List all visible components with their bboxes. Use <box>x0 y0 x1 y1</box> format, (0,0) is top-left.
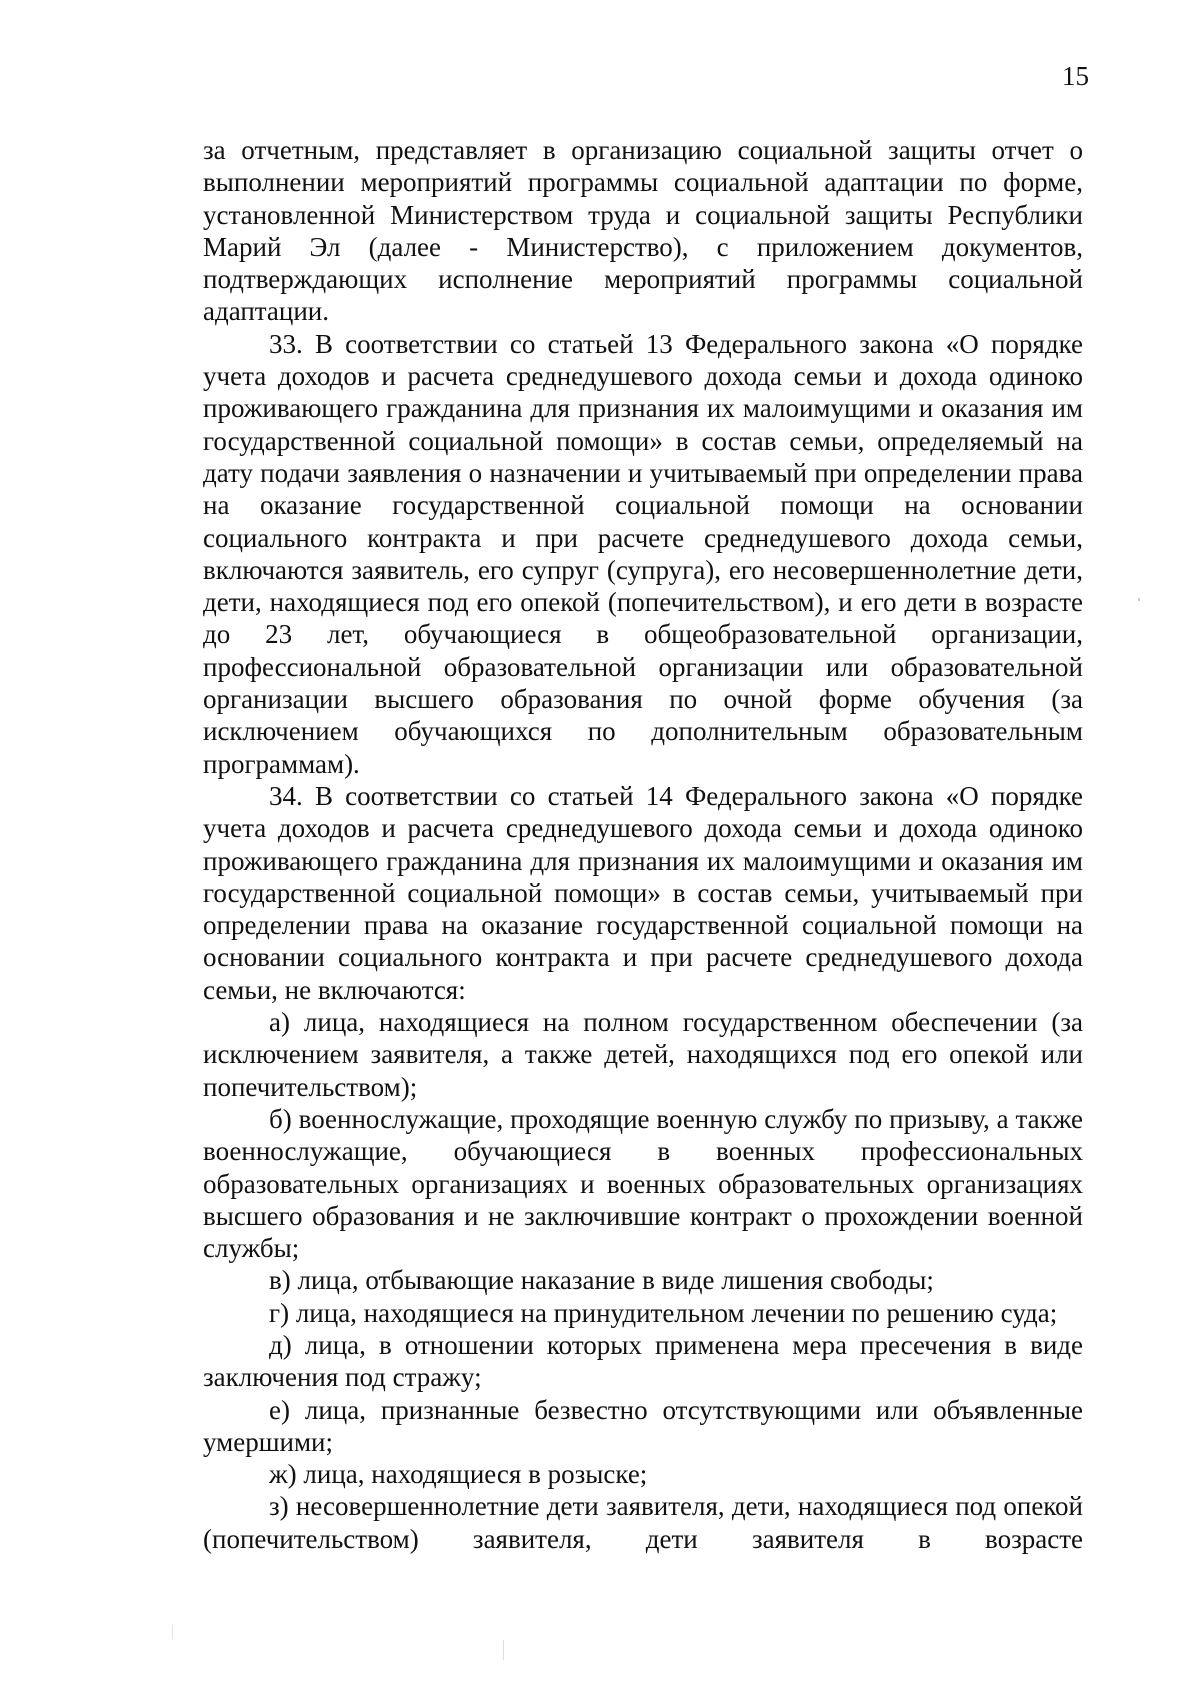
scan-artifact-line <box>172 1625 173 1639</box>
list-item-b: б) военнослужащие, проходящие военную службу по призыву, а также военнослужащие, обучающиеся в военных профессиональных образовательных организациях и военных образовательных организациях высшего образования и не заключившие контракт о прохождении военной службы; <box>203 1103 1083 1264</box>
document-body <box>203 134 1083 1555</box>
list-item-e: е) лица, признанные безвестно отсутствующими или объявленные умершими; <box>203 1394 1083 1457</box>
scan-artifact-dot <box>1138 598 1140 601</box>
paragraph-33: 33. В соответствии со статьей 13 Федерального закона «О порядке учета доходов и расчета среднедушевого дохода семьи и дохода одиноко проживающего гражданина для признания их малоимущими и оказания им государственной социальной помощи» в состав семьи, определяемый на дату подачи заявления о назначении и учитываемый при определении права на оказание государственной социальной помощи на основании социального контракта и при расчете среднедушевого дохода семьи, включаются заявитель, его супруг (супруга), его несовершеннолетние дети, дети, находящиеся под его опекой (попечительством), и его дети в возрасте до 23 лет, обучающиеся в общеобразовательной организации, профессиональной образовательной организации или образовательной организации высшего образования по очной форме обучения (за исключением обучающихся по дополнительным образовательным программам). <box>203 328 1083 779</box>
paragraph-continuation: за отчетным, представляет в организацию социальной защиты отчет о выполнении мероприятий программы социальной адаптации по форме, установленной Министерством труда и социальной защиты Республики Марий Эл (далее - Министерство), с приложением документов, подтверждающих исполнение мероприятий программы социальной адаптации. <box>203 135 1083 327</box>
list-item-zh: ж) лица, находящиеся в розыске; <box>269 1459 648 1490</box>
list-item-a: а) лица, находящиеся на полном государственном обеспечении (за исключением заявителя, а также детей, находящихся под его опекой или попечительством); <box>203 1007 1083 1102</box>
page-number: 15 <box>1062 61 1089 91</box>
list-item-v: в) лица, отбывающие наказание в виде лишения свободы; <box>269 1265 934 1296</box>
scan-artifact-line <box>503 1640 504 1660</box>
list-item-d: д) лица, в отношении которых применена мера пресечения в виде заключения под стражу; <box>203 1329 1083 1393</box>
list-item-z: з) несовершеннолетние дети заявителя, дети, находящиеся под опекой (попечительством) заявителя, дети заявителя в возрасте <box>203 1491 1083 1554</box>
paragraph-34: 34. В соответствии со статьей 14 Федерального закона «О порядке учета доходов и расчета среднедушевого дохода семьи и дохода одиноко проживающего гражданина для признания их малоимущими и оказания им государственной социальной помощи» в состав семьи, учитываемый при определении права на оказание государственной социальной помощи на основании социального контракта и при расчете среднедушевого дохода семьи, не включаются: <box>203 780 1083 1005</box>
list-item-g: г) лица, находящиеся на принудительном лечении по решению суда; <box>269 1297 1058 1328</box>
